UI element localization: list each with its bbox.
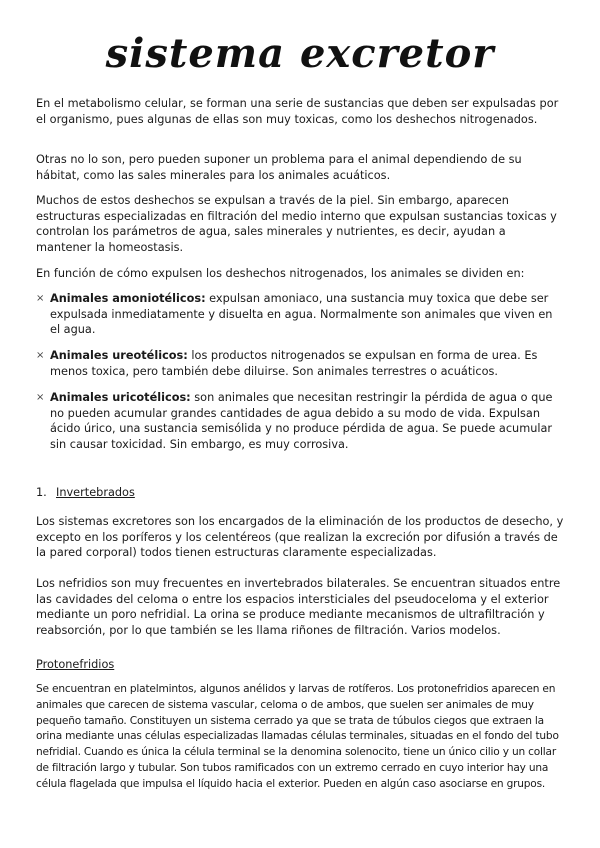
bullet-x-icon: × [36,293,45,304]
section-title: Invertebrados [56,486,135,499]
intro-paragraph-4: En función de cómo expulsen los deshechos nitrogenados, los animales se dividen en: [36,267,525,280]
desc-amoniotelicos: expulsan amoniaco, una sustancia muy toxica que debe ser expulsada inmediatamente y disuelta en agua. Normalmente son animales que viven en el agua. [50,292,553,337]
subsection-heading-protonefridios: Protonefridios [36,658,115,671]
section-number: 1. [36,486,47,499]
term-amoniotelicos: Animales amoniotélicos: [50,292,206,305]
subsection-paragraph: Se encuentran en platelmintos, algunos anélidos y larvas de rotíferos. Los protonefridios aparecen en animales que carecen de sistema vascular, celoma o de ambos, que suelen ser animales de muy pequeño tamaño. Constituyen un sistema cerrado ya que se trata de túbulos ciegos que extraen la orina mediante unas células especializadas llamadas células terminales, situadas en el fondo del tubo nefridial. Cuando es única la célula terminal se la denomina solenocito, tiene un único cilio y un collar de filtración largo y tubular. Son tubos ramificados con un extremo cerrado en cuyo interior hay una célula flagelada que impulsa el líquido hacia el exterior. Pueden en algún caso asociarse en grupos. [36,683,559,790]
term-uricotelicos: Animales uricotélicos: [50,391,191,404]
intro-paragraph-3: Muchos de estos deshechos se expulsan a través de la piel. Sin embargo, aparecen estructuras especializadas en filtración del medio interno que expulsan sustancias toxicas y controlan los parámetros de agua, sales minerales y nutrientes, es decir, ayudan a mantener la homeostasis. [36,194,557,254]
desc-uricotelicos: son animales que necesitan restringir la pérdida de agua o que no pueden acumular grandes cantidades de agua debido a su modo de vida. Expulsan ácido úrico, una sustancia semisólida y no produce pérdida de agua. Se puede acumular sin causar toxicidad. Sin embargo, es muy corrosiva. [50,391,553,451]
list-item-uricotelicos [36,390,564,452]
bullet-x-icon: × [36,350,45,361]
bullet-x-icon: × [36,392,45,403]
list-item-amoniotelicos [36,291,564,338]
intro-paragraph-1: En el metabolismo celular, se forman una serie de sustancias que deben ser expulsadas por el organismo, pues algunas de ellas son muy toxicas, como los deshechos nitrogenados. [36,97,559,126]
document-title: sistema excretor [105,30,495,77]
section-paragraph-2: Los nefridios son muy frecuentes en invertebrados bilaterales. Se encuentran situados entre las cavidades del celoma o entre los espacios intersticiales del pseudoceloma y el exterior mediante un poro nefridial. La orina se produce mediante mecanismos de ultrafiltración y reabsorción, por lo que también se les llama riñones de filtración. Varios modelos. [36,577,561,637]
term-ureotelicos: Animales ureotélicos: [50,349,188,362]
section-paragraph-1: Los sistemas excretores son los encargados de la eliminación de los productos de desecho, y excepto en los poríferos y los celentéreos (que realizan la excreción por difusión a través de la pared corporal) todos tienen estructuras claramente especializadas. [36,515,564,560]
desc-ureotelicos: los productos nitrogenados se expulsan en forma de urea. Es menos toxica, pero también debe diluirse. Son animales terrestres o acuáticos. [50,349,538,378]
section-heading-invertebrados [36,485,135,501]
list-item-ureotelicos [36,348,564,379]
intro-paragraph-2: Otras no lo son, pero pueden suponer un problema para el animal dependiendo de su hábitat, como las sales minerales para los animales acuáticos. [36,153,522,182]
